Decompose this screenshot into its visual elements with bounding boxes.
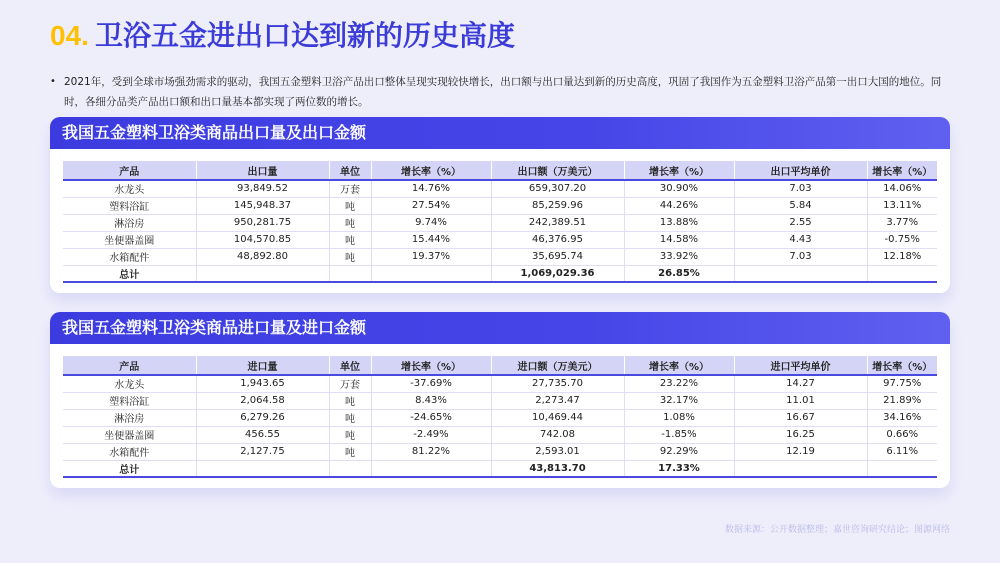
export-table-cell: 水箱配件 [63,248,196,265]
import-table-cell: 6,279.26 [196,409,329,426]
import-table-cell: 2,593.01 [491,443,624,460]
export-table-row [63,231,937,248]
export-table-cell: 46,376.95 [491,231,624,248]
import-table-cell: 2,127.75 [196,443,329,460]
export-table-cell: 950,281.75 [196,214,329,231]
import-table-cell: 16.67 [734,409,867,426]
import-table-cell: 10,469.44 [491,409,624,426]
import-table-cell: 吨 [329,392,371,409]
export-table-row [63,248,937,265]
import-table-cell: 1.08% [624,409,734,426]
export-table-cell: 7.03 [734,180,867,197]
export-table-cell: 19.37% [371,248,491,265]
import-table-cell: 淋浴房 [63,409,196,426]
import-table-cell: 456.55 [196,426,329,443]
export-table-cell: 坐便器盖圈 [63,231,196,248]
import-table-row [63,409,937,426]
import-total-cell: 17.33% [624,460,734,477]
import-table-cell: 万套 [329,375,371,392]
export-table-cell: 13.88% [624,214,734,231]
export-table-cell: 吨 [329,248,371,265]
export-table-cell: 5.84 [734,197,867,214]
import-table-cell: 92.29% [624,443,734,460]
export-table-cell: 93,849.52 [196,180,329,197]
intro-paragraph: • 2021年，受到全球市场强劲需求的驱动，我国五金塑料卫浴产品出口整体呈现实现较快增长，出口额与出口量达到新的历史高度，巩固了我国作为五金塑料卫浴产品第一出口大国的地位。同时，各细分品类产品出口额和出口量基本都实现了两位数的增长。 [50,72,960,112]
export-total-cell: 26.85% [624,265,734,282]
page-title [50,16,515,56]
export-header-row [63,161,937,180]
export-table-cell: 万套 [329,180,371,197]
import-table [63,356,937,478]
import-col-header: 增长率（%） [371,356,491,375]
export-table-cell: 7.03 [734,248,867,265]
import-table-cell: 8.43% [371,392,491,409]
export-table-row [63,214,937,231]
export-total-cell: 1,069,029.36 [491,265,624,282]
import-table-cell: 81.22% [371,443,491,460]
export-col-header: 出口额（万美元） [491,161,624,180]
import-col-header: 单位 [329,356,371,375]
import-table-cell: -24.65% [371,409,491,426]
export-table-cell: 145,948.37 [196,197,329,214]
export-table-cell: -0.75% [867,231,937,248]
section-number: 04. [50,20,89,51]
import-table-cell: -1.85% [624,426,734,443]
import-total-cell [196,460,329,477]
export-table-cell: 104,570.85 [196,231,329,248]
export-table-cell: 35,695.74 [491,248,624,265]
export-total-cell [867,265,937,282]
export-table-cell: 14.58% [624,231,734,248]
export-table-cell: 85,259.96 [491,197,624,214]
export-table-cell: 30.90% [624,180,734,197]
export-col-header: 增长率（%） [867,161,937,180]
export-col-header: 出口平均单价 [734,161,867,180]
export-table-cell: 3.77% [867,214,937,231]
export-col-header: 产品 [63,161,196,180]
import-table-cell: 吨 [329,443,371,460]
import-table-cell: 16.25 [734,426,867,443]
import-total-cell: 总计 [63,460,196,477]
import-total-cell [734,460,867,477]
export-total-cell [196,265,329,282]
import-table-cell: 6.11% [867,443,937,460]
import-table-cell: 742.08 [491,426,624,443]
section-title: 卫浴五金进出口达到新的历史高度 [94,19,515,52]
export-table-cell: 4.43 [734,231,867,248]
export-table-cell: 44.26% [624,197,734,214]
export-total-cell [734,265,867,282]
export-total-cell: 总计 [63,265,196,282]
import-header-row [63,356,937,375]
import-total-cell [371,460,491,477]
import-table-cell: 塑料浴缸 [63,392,196,409]
import-col-header: 产品 [63,356,196,375]
export-table-cell: 9.74% [371,214,491,231]
export-table-cell: 淋浴房 [63,214,196,231]
import-col-header: 进口量 [196,356,329,375]
import-table-row [63,426,937,443]
export-table [63,161,937,283]
import-table-cell: 坐便器盖圈 [63,426,196,443]
export-col-header: 出口量 [196,161,329,180]
export-table-row [63,197,937,214]
import-table-cell: 水龙头 [63,375,196,392]
export-total-cell [371,265,491,282]
import-table-cell: 11.01 [734,392,867,409]
import-table-cell: 吨 [329,409,371,426]
export-table-cell: 15.44% [371,231,491,248]
import-table-cell: -37.69% [371,375,491,392]
import-total-cell [329,460,371,477]
export-table-cell: 14.76% [371,180,491,197]
export-table-row [63,180,937,197]
import-table-cell: 34.16% [867,409,937,426]
import-table-cell: 2,064.58 [196,392,329,409]
export-table-cell: 13.11% [867,197,937,214]
import-total-row [63,460,937,477]
import-table-row [63,443,937,460]
export-table-title: 我国五金塑料卫浴类商品出口量及出口金额 [50,117,950,149]
export-table-cell: 659,307.20 [491,180,624,197]
import-table-cell: 21.89% [867,392,937,409]
export-total-row [63,265,937,282]
import-table-cell: -2.49% [371,426,491,443]
export-col-header: 单位 [329,161,371,180]
import-table-cell: 1,943.65 [196,375,329,392]
export-table-cell: 242,389.51 [491,214,624,231]
import-table-cell: 水箱配件 [63,443,196,460]
import-total-cell: 43,813.70 [491,460,624,477]
import-total-cell [867,460,937,477]
export-table-cell: 塑料浴缸 [63,197,196,214]
import-col-header: 增长率（%） [867,356,937,375]
import-table-cell: 23.22% [624,375,734,392]
import-col-header: 增长率（%） [624,356,734,375]
export-col-header: 增长率（%） [624,161,734,180]
import-table-card [50,312,950,488]
import-col-header: 进口平均单价 [734,356,867,375]
import-table-row [63,375,937,392]
export-table-cell: 27.54% [371,197,491,214]
import-table-title: 我国五金塑料卫浴类商品进口量及进口金额 [50,312,950,344]
import-col-header: 进口额（万美元） [491,356,624,375]
import-table-cell: 0.66% [867,426,937,443]
export-total-cell [329,265,371,282]
data-source: 数据来源：公开数据整理；嘉世咨询研究结论；图源网络 [724,525,950,535]
export-table-cell: 吨 [329,197,371,214]
export-table-cell: 2.55 [734,214,867,231]
import-table-cell: 12.19 [734,443,867,460]
import-table-cell: 吨 [329,426,371,443]
import-table-cell: 2,273.47 [491,392,624,409]
export-table-cell: 吨 [329,214,371,231]
export-table-cell: 12.18% [867,248,937,265]
export-table-cell: 吨 [329,231,371,248]
import-table-cell: 97.75% [867,375,937,392]
export-table-card [50,117,950,293]
export-table-cell: 33.92% [624,248,734,265]
import-table-cell: 32.17% [624,392,734,409]
export-table-cell: 48,892.80 [196,248,329,265]
import-table-row [63,392,937,409]
export-col-header: 增长率（%） [371,161,491,180]
import-table-cell: 27,735.70 [491,375,624,392]
import-table-cell: 14.27 [734,375,867,392]
export-table-cell: 14.06% [867,180,937,197]
export-table-cell: 水龙头 [63,180,196,197]
